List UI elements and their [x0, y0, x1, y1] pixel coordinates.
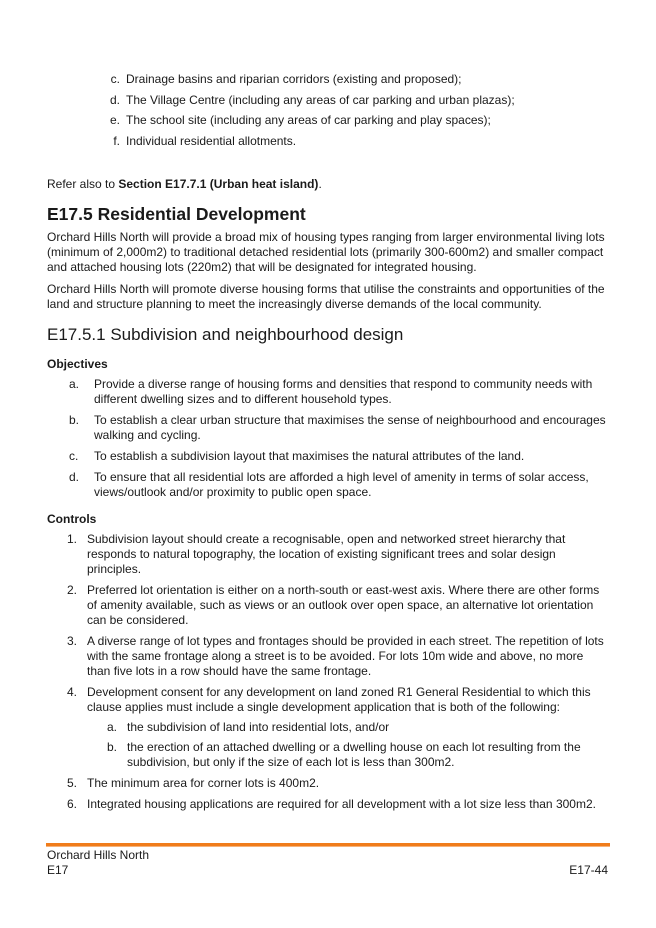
list-marker: a.: [69, 377, 80, 391]
list-marker: b.: [69, 413, 80, 427]
list-item-text: To establish a clear urban structure that maximises the sense of neighbourhood and encourages walking and cycling.: [94, 413, 606, 442]
list-marker: c.: [69, 449, 79, 463]
section-heading: E17.5 Residential Development: [47, 204, 306, 224]
list-item-text: Individual residential allotments.: [126, 133, 297, 148]
list-item-text: The school site (including any areas of car parking and play spaces);: [126, 113, 491, 127]
footer-section: E17: [47, 863, 69, 877]
list-marker: 4.: [67, 685, 78, 699]
section-paragraph-1: Orchard Hills North will provide a broad mix of housing types ranging from larger environmental living lots (minimum of 2,000m2) to traditional detached residential lots (primarily 300-600m2) and smaller compact and attached housing lots (220m2) that will be designated for integrated housing.: [47, 230, 605, 274]
list-item-text: Preferred lot orientation is either on a north-south or east-west axis. Where there are other forms of amenity available, such as views or an outlook over open space, an alternative lot orientation can be considered.: [87, 583, 600, 627]
controls-list: [47, 532, 607, 818]
section-paragraph-2: Orchard Hills North will promote diverse housing forms that utilise the constraints and opportunities of the land and structure planning to meet the increasingly diverse demands of the local community.: [47, 282, 605, 311]
list-marker: 5.: [67, 776, 78, 790]
list-marker: 6.: [67, 797, 78, 811]
objectives-heading: Objectives: [47, 357, 108, 371]
list-marker: a.: [107, 720, 118, 734]
list-item: [47, 377, 607, 407]
list-item: [104, 93, 624, 107]
list-marker: 2.: [67, 583, 78, 597]
list-marker: e.: [109, 113, 120, 127]
list-item: [47, 532, 607, 577]
list-marker: b.: [107, 740, 118, 754]
subsection-heading: E17.5.1 Subdivision and neighbourhood design: [47, 325, 404, 344]
list-item-text: The Village Centre (including any areas of car parking and urban plazas);: [126, 92, 515, 107]
list-item-text: Provide a diverse range of housing forms and densities that respond to community needs with different dwelling sizes and to different household types.: [94, 377, 593, 406]
list-item-text: Drainage basins and riparian corridors (existing and proposed);: [126, 72, 462, 86]
objectives-list: [47, 377, 607, 506]
list-item: [104, 72, 624, 86]
list-item: [104, 113, 624, 127]
refer-suffix: .: [318, 177, 322, 191]
list-item: [104, 134, 624, 148]
list-marker: d.: [69, 470, 80, 484]
list-item-text: A diverse range of lot types and frontages should be provided in each street. The repetition of lots with the same frontage along a street is to be avoided. For lots 10m wide and above, no more than five lots in a row should have the same frontage.: [87, 634, 604, 678]
sub-list: [87, 720, 607, 770]
list-marker: f.: [113, 133, 120, 148]
sub-list-item: [87, 720, 607, 735]
list-marker: 3.: [67, 634, 78, 648]
refer-prefix: Refer also to: [47, 177, 119, 191]
list-item: [47, 797, 607, 812]
list-item: [47, 413, 607, 443]
list-item-text: To ensure that all residential lots are afforded a high level of amenity in terms of solar access, views/outlook and/or proximity to public open space.: [94, 470, 589, 499]
list-item: [47, 470, 607, 500]
intro-list: [104, 72, 624, 154]
list-item: [47, 685, 607, 770]
list-item-text: To establish a subdivision layout that maximises the natural attributes of the land.: [94, 449, 525, 463]
list-item: [47, 776, 607, 791]
sub-list-item: [87, 740, 607, 770]
list-item: [47, 634, 607, 679]
controls-heading: Controls: [47, 512, 97, 526]
list-marker: c.: [110, 72, 120, 86]
footer-document-title: Orchard Hills North: [47, 848, 150, 862]
list-item-text: Integrated housing applications are required for all development with a lot size less than 300m2.: [87, 797, 596, 811]
list-item-text: Development consent for any development on land zoned R1 General Residential to which this clause applies must include a single development application that is both of the following:: [87, 685, 591, 714]
list-item-text: Subdivision layout should create a recognisable, open and networked street hierarchy that responds to natural topography, the location of existing significant trees and solar design principles.: [87, 532, 566, 576]
list-item: [47, 583, 607, 628]
footer-divider-shade: [46, 846, 610, 847]
refer-section-link: Section E17.7.1 (Urban heat island): [118, 177, 319, 191]
list-item-text: The minimum area for corner lots is 400m2.: [87, 776, 320, 790]
list-marker: 1.: [67, 532, 78, 546]
list-marker: d.: [109, 92, 120, 107]
list-item: [47, 449, 607, 464]
page-number: E17-44: [569, 863, 608, 877]
list-item-text: the erection of an attached dwelling or a dwelling house on each lot resulting from the subdivision, but only if the size of each lot is less than 300m2.: [127, 740, 581, 769]
list-item-text: the subdivision of land into residential lots, and/or: [127, 720, 390, 734]
refer-paragraph: [47, 177, 607, 192]
